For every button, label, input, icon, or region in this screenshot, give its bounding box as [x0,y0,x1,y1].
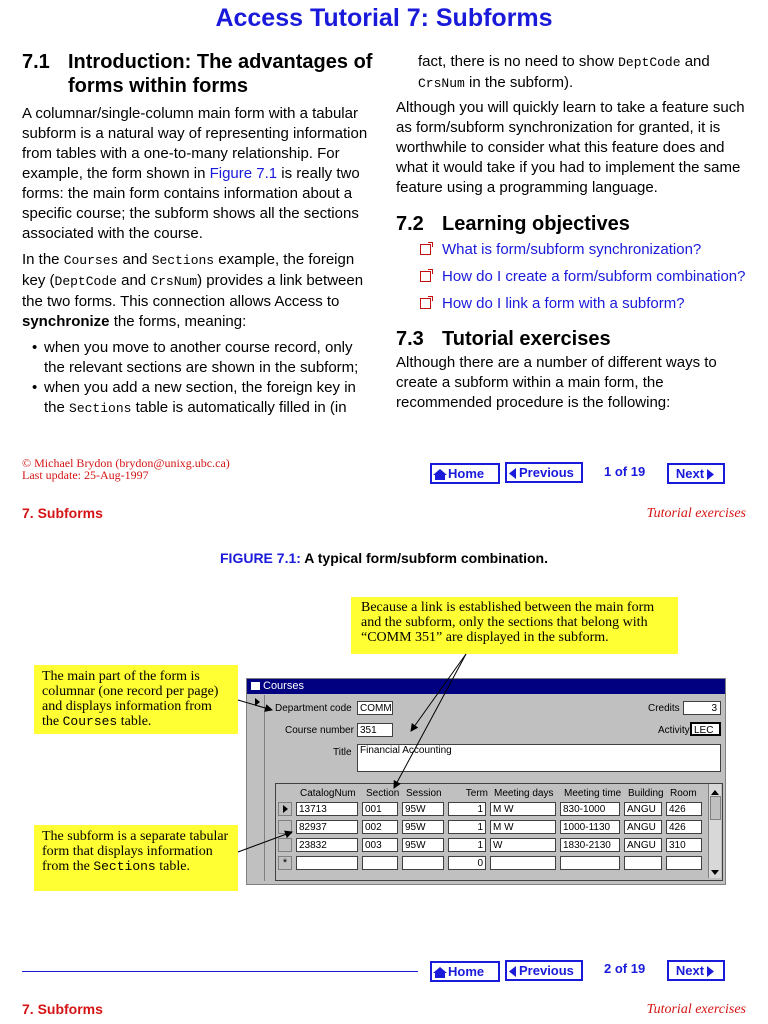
page-number: 2 of 19 [604,961,646,976]
course-label: Course number [285,725,354,736]
arrow-to-session-column [394,654,466,788]
grid-cell[interactable]: 310 [666,838,702,852]
text: in the subform). [464,74,574,91]
arrow-left-icon [507,965,519,978]
new-row-marker: * [282,857,288,869]
text: the forms, meaning: [109,313,247,330]
section-title: Learning objectives [442,213,630,235]
code: DeptCode [618,55,681,70]
next-label: Next [675,963,705,978]
caption-text: A typical form/subform combination. [300,550,548,566]
code: CrsNum [150,274,198,289]
dept-code-field[interactable]: COMM [357,701,393,715]
last-update: Last update: 25-Aug-1997 [22,468,149,482]
text: table. [155,859,190,874]
column-header: Session [406,788,442,799]
credits-field[interactable]: 3 [683,701,721,715]
code: DeptCode [54,274,117,289]
grid-cell[interactable]: ANGU [624,802,662,816]
callout-link: Because a link is established between the main form and the subform, only the sections that belong with “COMM 351” are displayed in the subform. [351,597,678,654]
column-header: Meeting days [494,788,554,799]
next-button[interactable] [667,960,725,981]
arrow-to-main-form [238,700,272,710]
grid-cell[interactable]: ANGU [624,820,662,834]
arrow-to-subform [238,832,292,852]
title-label: Title [333,747,352,758]
arrow-right-icon [704,965,716,978]
text: and [118,251,152,268]
code: CrsNum [418,76,465,91]
code: Sections [69,401,132,416]
section-number: 7.2 [396,213,424,235]
column-header: Meeting time [564,788,622,799]
grid-cell[interactable]: ANGU [624,838,662,852]
code: Sections [151,253,215,268]
text: A columnar/single-column main form with a tabular subform is a natural way of representing information from tables with a one-to-many relationship. For example, the form shown in [22,105,368,182]
figure-link[interactable]: Figure 7.1 [209,165,278,182]
grid-cell[interactable]: 82937 [296,820,358,834]
grid-cell[interactable]: 1 [448,838,486,852]
code: Sections [93,859,156,874]
column-header: Building [628,788,664,799]
grid-cell[interactable]: 23832 [296,838,358,852]
activity-label: Activity [658,725,690,736]
grid-cell[interactable]: 1 [448,820,486,834]
text: example, the foreign key ( [22,251,355,289]
dept-label: Department code [275,703,352,714]
home-label: Home [448,466,485,481]
objective-link[interactable]: How do I create a form/subform combination? [442,268,746,285]
running-header-left: 7. Subforms [22,505,103,521]
column-header: Room [670,788,697,799]
section-number: 7.1 [22,51,50,73]
text: when you add a new section, the foreign key in the [44,379,356,416]
column-header: CatalogNum [300,788,356,799]
grid-cell[interactable]: 1830-2130 [560,838,620,852]
grid-cell[interactable]: 0 [448,856,486,870]
grid-cell[interactable]: 003 [362,838,398,852]
grid-cell[interactable]: 95W [402,802,444,816]
home-label: Home [448,964,485,979]
text: In the [22,251,64,268]
text: table. [117,714,152,729]
course-number-field[interactable]: 351 [357,723,393,737]
column-header: Term [465,788,488,799]
grid-cell[interactable]: W [490,838,556,852]
column-header: Section [366,788,400,799]
running-header-left: 7. Subforms [22,1001,103,1017]
grid-cell[interactable]: 426 [666,820,702,834]
home-button[interactable] [430,961,500,982]
previous-label: Previous [519,963,574,978]
activity-field[interactable]: LEC [690,722,721,736]
grid-cell[interactable]: 95W [402,838,444,852]
running-header-right: Tutorial exercises [646,1002,746,1017]
next-label: Next [675,466,705,481]
grid-cell[interactable]: 426 [666,802,702,816]
arrow-to-course-number [411,654,466,731]
figure-label: FIGURE 7.1: [220,550,301,566]
text: The main part of the form is columnar (one record per page) and displays information from the [42,669,219,729]
grid-cell[interactable]: M W [490,802,556,816]
text: ) provides a link between the two forms. This connection allows Access to [22,272,364,310]
bold-text: synchronize [22,313,110,330]
page-number: 1 of 19 [604,464,646,479]
page-title: Access Tutorial 7: Subforms [215,4,553,32]
running-header-right: Tutorial exercises [646,506,746,521]
section-title: Tutorial exercises [442,328,611,350]
paragraph: Although you will quickly learn to take a feature such as form/subform synchronization for granted, it is worthwhile to consider what this feature does and what it would take if you had to implement the same feature using a programming language. [396,99,745,196]
grid-cell[interactable]: M W [490,820,556,834]
text: and [116,272,151,289]
text: is really two forms: the main form contains information about a specific course; the subform shows all the sections associated with the course. [22,165,360,242]
footer-rule [22,971,418,972]
section-title: Introduction: The advantages of forms within forms [68,51,373,97]
code: Courses [62,714,118,729]
grid-cell[interactable]: 001 [362,802,398,816]
text: The subform is a separate tabular form that displays information from the [42,829,229,874]
code: Courses [63,253,119,268]
section-number: 7.3 [396,328,424,350]
grid-cell[interactable]: 1000-1130 [560,820,620,834]
text: table is automatically filled in (in [131,399,347,416]
previous-button[interactable] [505,960,583,981]
objective-link[interactable]: What is form/subform synchronization? [442,241,702,258]
home-icon [432,966,448,979]
previous-label: Previous [519,465,574,480]
copyright: © Michael Brydon (brydon@unixg.ubc.ca) [22,456,230,470]
credits-label: Credits [648,703,680,714]
grid-cell[interactable]: 002 [362,820,398,834]
window-title: Courses [263,680,304,692]
text: fact, there is no need to show [418,53,619,70]
grid-cell[interactable]: 95W [402,820,444,834]
course-title-field[interactable]: Financial Accounting [357,744,721,772]
text: and [680,53,710,70]
grid-cell[interactable]: 830-1000 [560,802,620,816]
objective-link[interactable]: How do I link a form with a subform? [442,295,685,312]
paragraph: Although there are a number of different ways to create a subform within a main form, the recommended procedure is the following: [396,354,717,411]
grid-cell[interactable]: 1 [448,802,486,816]
grid-cell[interactable]: 13713 [296,802,358,816]
list-item: • when you move to another course record, only the relevant sections are shown in the subform; [22,338,374,378]
